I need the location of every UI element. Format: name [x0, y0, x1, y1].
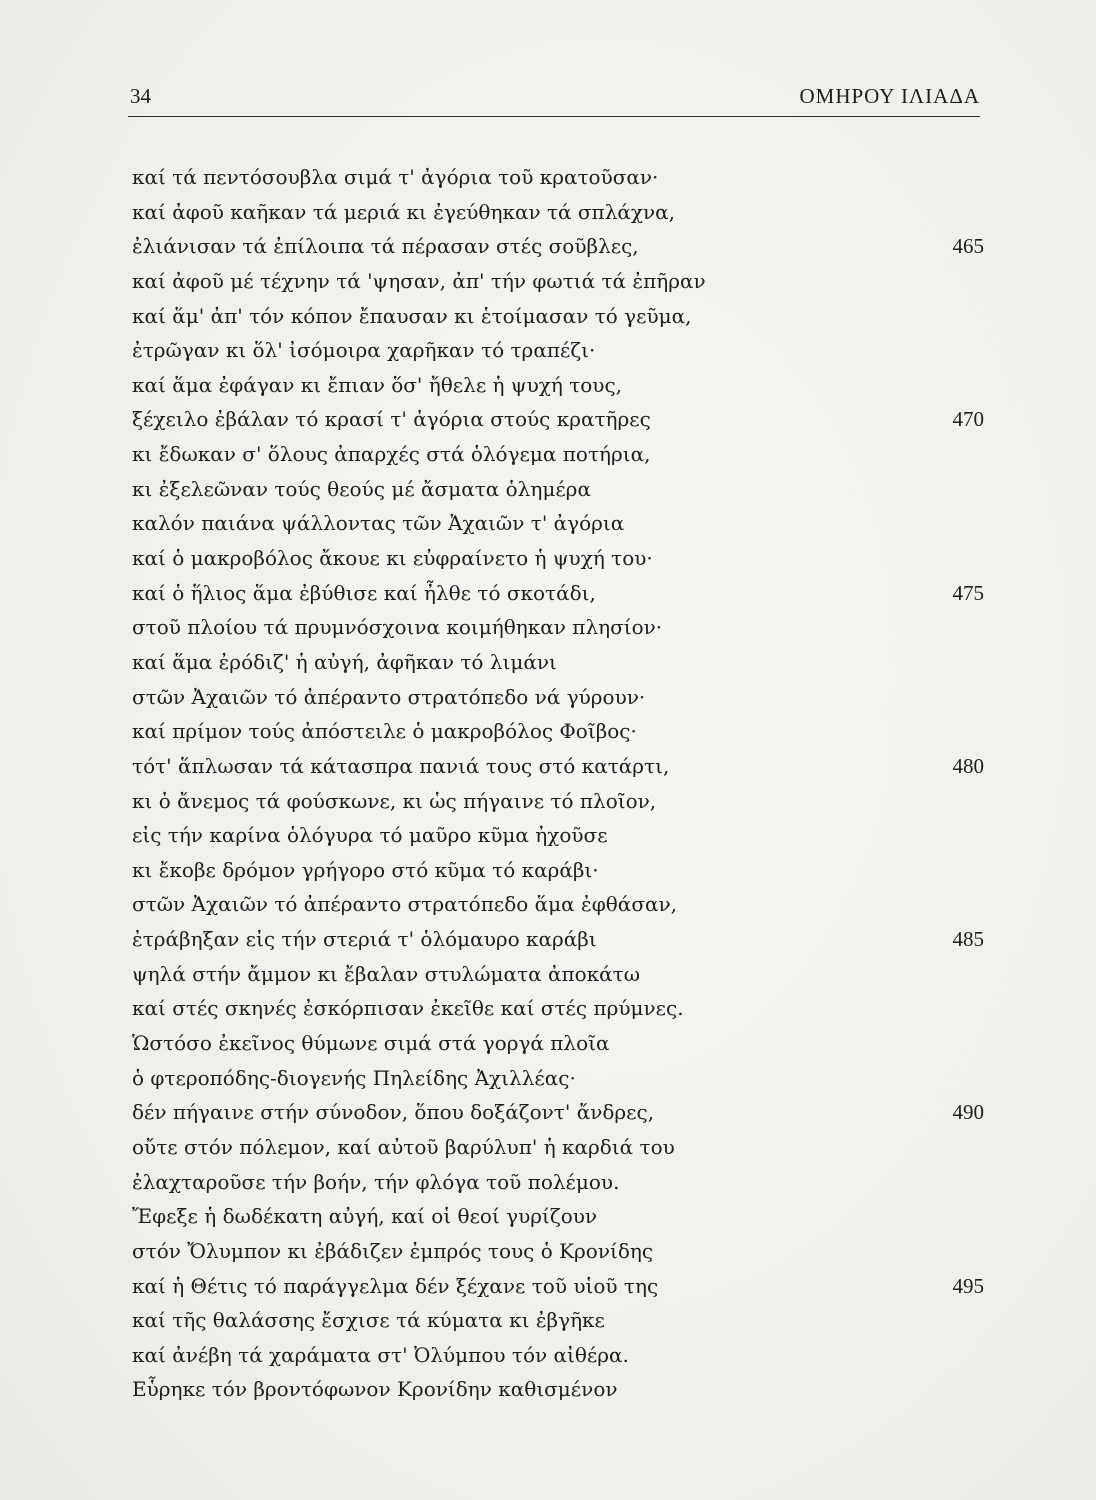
verse-line — [132, 853, 984, 888]
page-header — [128, 82, 980, 116]
verse-text: Ὡστόσο ἐκεῖνος θύμωνε σιμά στά γοργά πλοῖα — [132, 1031, 610, 1056]
verse-line — [132, 680, 984, 715]
verse-text: ξέχειλο ἐβάλαν τό κρασί τ' ἀγόρια στούς κρατῆρες — [132, 407, 651, 432]
verse-line — [132, 333, 984, 368]
verse-line — [132, 714, 984, 749]
verse-line — [132, 1199, 984, 1234]
verse-text: καί ἀφοῦ καῆκαν τά μεριά κι ἐγεύθηκαν τά σπλάχνα, — [132, 199, 676, 224]
verse-line — [132, 506, 984, 541]
verse-text: καί πρίμον τούς ἀπόστειλε ὁ μακροβόλος Φοῖβος· — [132, 719, 637, 744]
verse-line — [132, 541, 984, 576]
verse-line — [132, 1303, 984, 1338]
verse-line — [132, 1234, 984, 1269]
verse-text: κι ἐξελεῶναν τούς θεούς μέ ἄσματα ὁλημέρα — [132, 476, 591, 501]
verse-text: ἐλαχταροῦσε τήν βοήν, τήν φλόγα τοῦ πολέμου. — [132, 1169, 620, 1194]
verse-text: καί ὁ ἥλιος ἅμα ἐβύθισε καί ἦλθε τό σκοτάδι, — [132, 580, 596, 605]
verse-text: καί ἅμα ἐρόδιζ' ἡ αὐγή, ἀφῆκαν τό λιμάνι — [132, 649, 557, 674]
verse-text: κι ἔδωκαν σ' ὅλους ἀπαρχές στά ὁλόγεμα ποτήρια, — [132, 442, 651, 467]
verse-text: καί ὁ μακροβόλος ἄκουε κι εὐφραίνετο ἡ ψυχή του· — [132, 546, 653, 571]
page-number: 34 — [130, 84, 151, 108]
line-number: 480 — [952, 753, 984, 778]
verse-list — [132, 160, 984, 1407]
verse-text: Ἔφεξε ἡ δωδέκατη αὐγή, καί οἱ θεοί γυρίζουν — [132, 1204, 598, 1229]
line-number: 465 — [952, 234, 984, 259]
verse-line — [132, 1338, 984, 1373]
verse-line — [132, 784, 984, 819]
verse-text: καί ἅμα ἐφάγαν κι ἔπιαν ὅσ' ἤθελε ἡ ψυχή τους, — [132, 372, 623, 397]
verse-text: κι ἔκοβε δρόμον γρήγορο στό κῦμα τό καράβι· — [132, 857, 599, 882]
verse-line — [132, 368, 984, 403]
verse-text: δέν πήγαινε στήν σύνοδον, ὅπου δοξάζοντ' ἄνδρες, — [132, 1100, 655, 1125]
verse-line — [132, 1269, 984, 1304]
verse-text: ψηλά στήν ἄμμον κι ἔβαλαν στυλώματα ἀποκάτω — [132, 961, 641, 986]
verse-line — [132, 472, 984, 507]
verse-line — [132, 645, 984, 680]
verse-text: καί ἡ Θέτις τό παράγγελμα δέν ξέχανε τοῦ υἱοῦ της — [132, 1273, 659, 1298]
verse-line — [132, 402, 984, 437]
line-number: 475 — [952, 580, 984, 605]
verse-text: κι ὁ ἄνεμος τά φούσκωνε, κι ὡς πήγαινε τό πλοῖον, — [132, 788, 657, 813]
verse-line — [132, 749, 984, 784]
verse-line — [132, 1026, 984, 1061]
line-number: 490 — [952, 1100, 984, 1125]
verse-line — [132, 887, 984, 922]
line-number: 485 — [952, 927, 984, 952]
line-number: 495 — [952, 1273, 984, 1298]
verse-line — [132, 922, 984, 957]
verse-text: στοῦ πλοίου τά πρυμνόσχοινα κοιμήθηκαν πλησίον· — [132, 615, 663, 640]
verse-text: καλόν παιάνα ψάλλοντας τῶν Ἀχαιῶν τ' ἀγόρια — [132, 511, 625, 536]
header-rule — [128, 116, 980, 117]
verse-text: ἐτρῶγαν κι ὅλ' ἰσόμοιρα χαρῆκαν τό τραπέζι· — [132, 338, 596, 363]
verse-text: καί στές σκηνές ἐσκόρπισαν ἐκεῖθε καί στές πρύμνες. — [132, 996, 684, 1021]
verse-line — [132, 299, 984, 334]
running-title: ΟΜΗΡΟΥ ΙΛΙΑΔΑ — [799, 84, 980, 108]
verse-text: στῶν Ἀχαιῶν τό ἀπέραντο στρατόπεδο νά γύρουν· — [132, 684, 646, 709]
verse-text: καί τῆς θαλάσσης ἔσχισε τά κύματα κι ἐβγῆκε — [132, 1308, 605, 1333]
verse-line — [132, 957, 984, 992]
verse-line — [132, 160, 984, 195]
verse-line — [132, 576, 984, 611]
verse-text: ἐτράβηξαν εἰς τήν στεριά τ' ὁλόμαυρο καράβι — [132, 927, 597, 952]
line-number: 470 — [952, 407, 984, 432]
verse-line — [132, 1061, 984, 1096]
verse-text: στῶν Ἀχαιῶν τό ἀπέραντο στρατόπεδο ἅμα ἐφθάσαν, — [132, 892, 677, 917]
verse-text: καί ἀνέβη τά χαράματα στ' Ὀλύμπου τόν αἰθέρα. — [132, 1342, 629, 1367]
verse-text: εἰς τήν καρίνα ὁλόγυρα τό μαῦρο κῦμα ἠχοῦσε — [132, 823, 608, 848]
verse-line — [132, 437, 984, 472]
verse-text: καί τά πεντόσουβλα σιμά τ' ἀγόρια τοῦ κρατοῦσαν· — [132, 165, 659, 189]
verse-line — [132, 1372, 984, 1407]
verse-text: οὔτε στόν πόλεμον, καί αὐτοῦ βαρύλυπ' ἡ καρδιά του — [132, 1134, 675, 1159]
verse-line — [132, 610, 984, 645]
verse-text: ἐλιάνισαν τά ἐπίλοιπα τά πέρασαν στές σοῦβλες, — [132, 234, 639, 259]
verse-text: καί ἅμ' ἀπ' τόν κόπον ἔπαυσαν κι ἑτοίμασαν τό γεῦμα, — [132, 303, 692, 328]
verse-text: τότ' ἅπλωσαν τά κάτασπρα πανιά τους στό κατάρτι, — [132, 753, 670, 778]
verse-text: Εὗρηκε τόν βροντόφωνον Κρονίδην καθισμένον — [132, 1377, 618, 1402]
verse-line — [132, 818, 984, 853]
verse-line — [132, 1165, 984, 1200]
verse-text: ὁ φτεροπόδης-διογενής Πηλείδης Ἀχιλλέας· — [132, 1065, 576, 1090]
verse-line — [132, 264, 984, 299]
verse-text: στόν Ὄλυμπον κι ἐβάδιζεν ἐμπρός τους ὁ Κρονίδης — [132, 1238, 654, 1263]
verse-line — [132, 1130, 984, 1165]
verse-line — [132, 991, 984, 1026]
verse-line — [132, 229, 984, 264]
verse-text: καί ἀφοῦ μέ τέχνην τά 'ψησαν, ἀπ' τήν φωτιά τά ἐπῆραν — [132, 268, 706, 293]
verse-line — [132, 1095, 984, 1130]
verse-line — [132, 195, 984, 230]
